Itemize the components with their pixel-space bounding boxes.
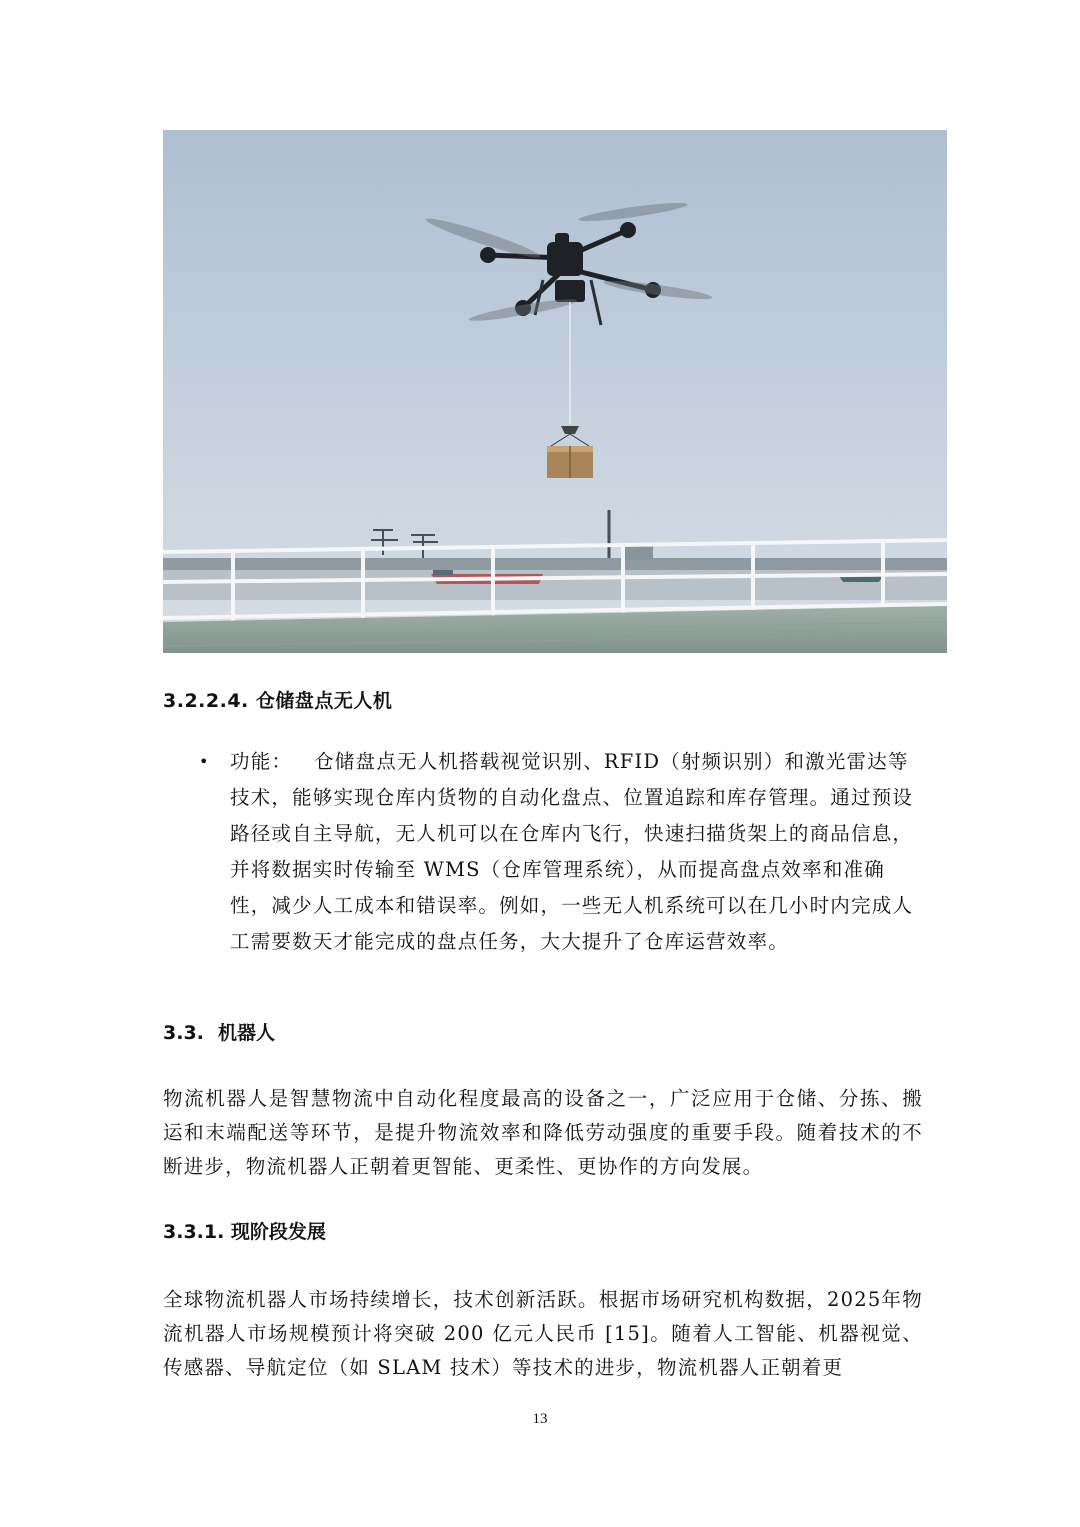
section-heading-3-2-2-4: 3.2.2.4. 仓储盘点无人机 [163, 690, 393, 712]
section-heading-3-3 [163, 1018, 275, 1045]
bullet-icon: • [199, 752, 210, 771]
bullet-body: 仓储盘点无人机搭载视觉识别、RFID（射频识别）和激光雷达等技术，能够实现仓库内货物的自动化盘点、位置追踪和库存管理。通过预设路径或自主导航，无人机可以在仓库内飞行，快速扫描货架上的商品信息，并将数据实时传输至 WMS（仓库管理系统），从而提高盘点效率和准确性，减少人工成本和错误率。例如，一些无人机系统可以在几小时内完成人工需要数天才能完成的盘点任务，大大提升了仓库运营效率。 [230, 750, 914, 953]
robot-intro-paragraph: 物流机器人是智慧物流中自动化程度最高的设备之一，广泛应用于仓储、分拣、搬运和末端配送等环节，是提升物流效率和降低劳动强度的重要手段。随着技术的不断进步，物流机器人正朝着更智能、更柔性、更协作的方向发展。 [163, 1087, 923, 1178]
section-title: 机器人 [218, 1022, 276, 1044]
bullet-label: 功能： [230, 750, 293, 773]
page-number: 13 [532, 1411, 548, 1427]
bullet-content [230, 744, 920, 960]
section-number: 3.3. [163, 1022, 204, 1044]
function-bullet [199, 744, 920, 960]
drone-carrying-package-photo [163, 130, 947, 653]
section-heading-3-3-1: 3.3.1. 现阶段发展 [163, 1221, 326, 1243]
drone-photo [163, 130, 947, 653]
current-development-paragraph: 全球物流机器人市场持续增长，技术创新活跃。根据市场研究机构数据，2025年物流机器人市场规模预计将突破 200 亿元人民币 [15]。随着人工智能、机器视觉、传感器、导航定位（如 SLAM 技术）等技术的进步，物流机器人正朝着更 [163, 1288, 923, 1379]
